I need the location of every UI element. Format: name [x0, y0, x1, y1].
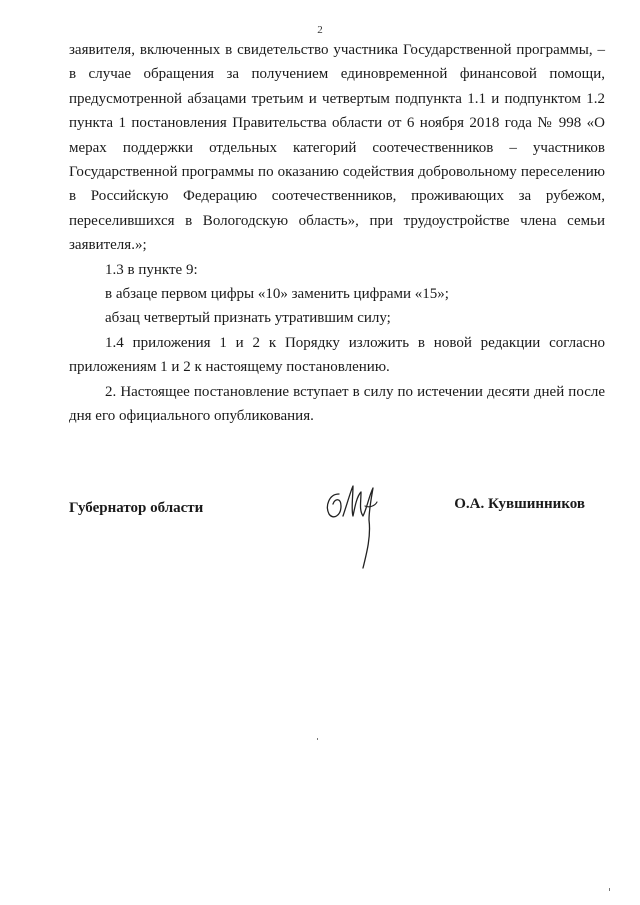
document-body [69, 38, 605, 429]
paragraph-fourth-abzac: абзац четвертый признать утратившим силу; [105, 310, 391, 327]
signatory-name: О.А. Кувшинников [454, 496, 585, 512]
paragraph-first-abzac: в абзаце первом цифры «10» заменить цифрами «15»; [105, 286, 449, 303]
signature-block [69, 476, 605, 576]
scan-artifact [317, 738, 318, 740]
scan-artifact [609, 888, 610, 891]
paragraph-item-1-4: 1.4 приложения 1 и 2 к Порядку изложить в новой редакции согласно приложениям 1 и 2 к настоящему постановлению. [69, 334, 605, 376]
paragraph-item-1-3: 1.3 в пункте 9: [105, 261, 198, 278]
signatory-title: Губернатор области [69, 500, 204, 516]
paragraph-item-2: 2. Настоящее постановление вступает в силу по истечении десяти дней после дня его официального опубликования. [69, 383, 605, 425]
paragraph-continuation: заявителя, включенных в свидетельство участника Государственной программы, – в случае обращения за получением единовременной финансовой помощи, предусмотренной абзацами третьим и четвертым подпункта 1.1 и подпунктом 1.2 пункта 1 постановления Правительства области от 6 ноября 2018 года № 998 «О мерах поддержки отдельных категорий соотечественников – участников Государственной программы по оказанию содействия добровольному переселению в Российскую Федерацию соотечественников, проживающих за рубежом, переселившихся в Вологодскую область», при трудоустройстве члена семьи заявителя.»; [69, 42, 605, 254]
page-number: 2 [317, 24, 323, 36]
handwritten-signature-icon [319, 476, 409, 576]
